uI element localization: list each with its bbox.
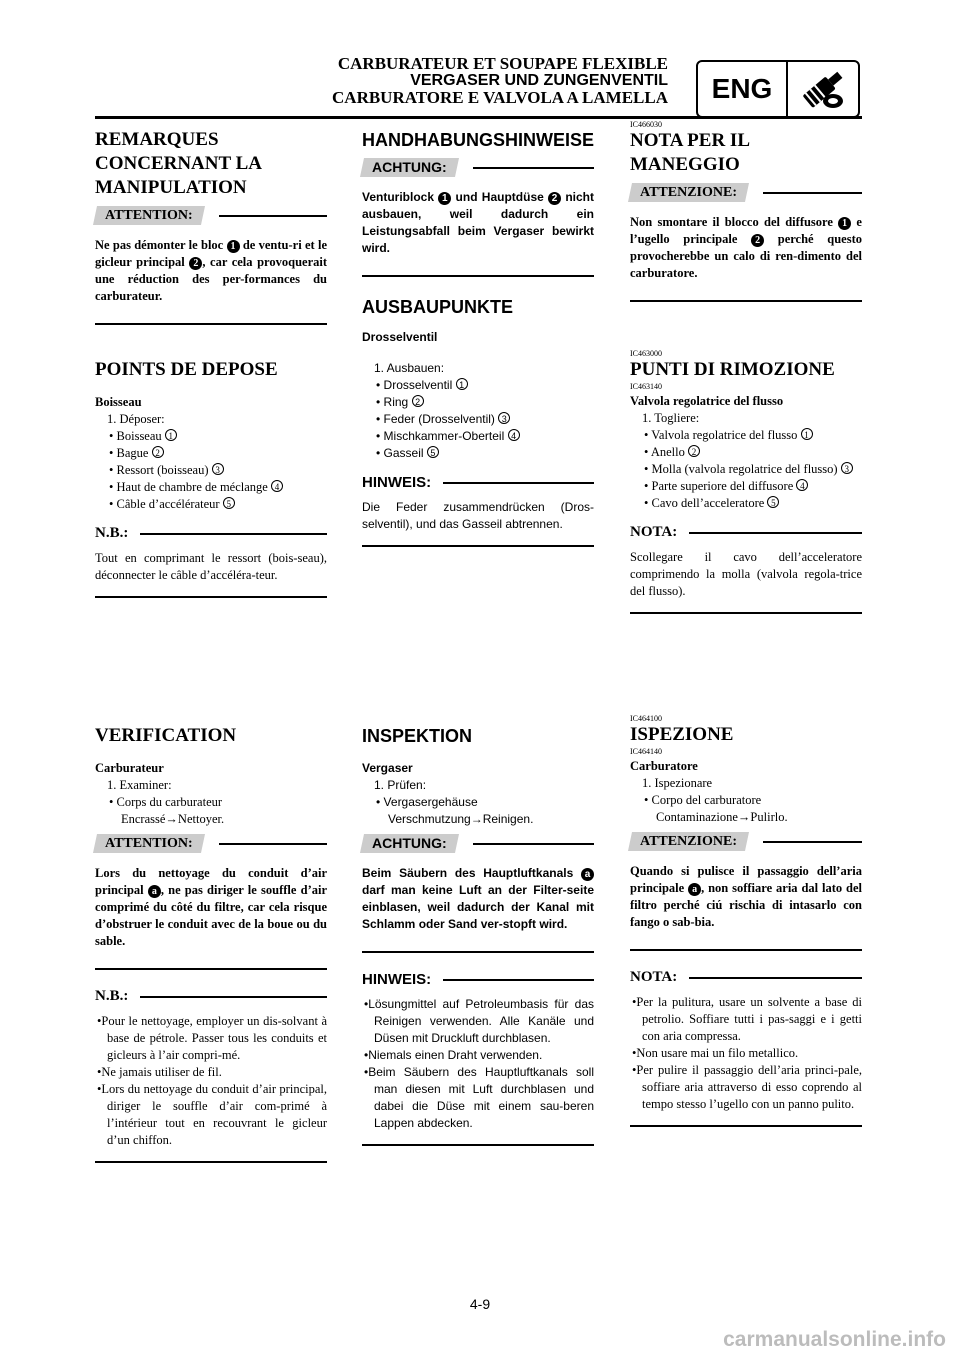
- column-de-check: [362, 724, 594, 1154]
- engine-piston-icon: [788, 62, 858, 116]
- attenzione-box: [630, 183, 862, 202]
- list-item: •Pour le nettoyage, employer un dis-solvant à base de pétrole. Passer tous les conduits et gicleurs à l’air compri-mé.: [97, 1014, 327, 1062]
- list-item: •Per pulire il passaggio dell’aria princi-pale, soffiare aria attraverso di esso coprendo al tempo stesso l’ugello con un panno pulito.: [632, 1063, 862, 1111]
- attenzione-text: Non smontare il blocco del diffusore 1 e l’ugello principale 2 perché questo provocherebbe un calo di ren-dimento del carburatore.: [630, 215, 862, 280]
- list-item: •Per la pulitura, usare un solvente a base di petrolio. Soffiare tutti i pas-saggi e i getti con aria compressa.: [632, 995, 862, 1043]
- attenzione-label: ATTENZIONE:: [640, 834, 737, 849]
- list-item: • Ring 2: [362, 394, 594, 411]
- step: 1. Ausbauen:: [374, 361, 445, 375]
- list-item: • Mischkammer-Oberteil 4: [362, 428, 594, 445]
- section-code: IC463000: [630, 349, 662, 358]
- header-title-it: CARBURATORE E VALVOLA A LAMELLA: [332, 88, 668, 107]
- attenzione-text: Quando si pulisce il passaggio dell’aria principale a , non soffiare aria dal lato del filtro perché ciú rischia di intasarlo con fango o sab-bia.: [630, 864, 862, 929]
- nb-box: N.B.:: [95, 988, 327, 1005]
- attention-label: ATTENTION:: [105, 836, 193, 851]
- list-item: • Anello 2: [630, 444, 862, 461]
- step: 1. Examiner:: [107, 778, 172, 792]
- section-badge: [696, 60, 860, 118]
- header-title-fr: CARBURATEUR ET SOUPAPE FLEXIBLE: [337, 54, 668, 73]
- column-it: [630, 120, 862, 310]
- nota-box: NOTA:: [630, 524, 862, 541]
- step: 1. Togliere:: [642, 411, 700, 425]
- achtung-box: [362, 834, 594, 853]
- list-item: •Lors du nettoyage du conduit d’air principal, diriger le souffle d’air com-primé à l’intérieur tout en recouvrant le gicleur d’un chiffon.: [97, 1082, 327, 1147]
- section-code: IC466030: [630, 120, 662, 129]
- attention-label: ATTENTION:: [105, 208, 193, 223]
- list-item: • Vergasergehäuse: [376, 795, 478, 809]
- list-item-detail: Encrassé→Nettoyer.: [121, 812, 225, 826]
- attention-text: Ne pas démonter le bloc 1 de ventu-ri et le gicleur principal 2 , car cela provoquerait une réduction des per-formances du carburateur.: [95, 238, 327, 303]
- achtung-label: ACHTUNG:: [372, 835, 447, 851]
- section-title: NOTA PER IL MANEGGIO: [630, 130, 749, 175]
- list-item: • Corpo del carburatore: [644, 793, 762, 807]
- list-item: • Boisseau 1: [95, 428, 327, 445]
- list-item: • Drosselventil 1: [362, 377, 594, 394]
- page-header: [332, 55, 668, 106]
- list-item: • Bague 2: [95, 445, 327, 462]
- nota-text: Scollegare il cavo dell’acceleratore comprimendo la molla (valvola regola-trice del flusso).: [630, 550, 862, 598]
- hinweis-box: HINWEIS:: [362, 971, 594, 988]
- subsection-title: Valvola regolatrice del flusso: [630, 394, 784, 408]
- list-item: • Parte superiore del diffusore 4: [630, 478, 862, 495]
- page-number: 4-9: [469, 1296, 491, 1312]
- list-item: • Valvola regolatrice del flusso 1: [630, 427, 862, 444]
- list-item: •Beim Säubern des Hauptluftkanals soll man diesen mit Luft durchblasen und dabei die Düse mit einem sau-beren Lappen abdecken.: [364, 1065, 594, 1130]
- list-item: • Feder (Drosselventil) 3: [362, 411, 594, 428]
- section-title: PUNTI DI RIMOZIONE: [630, 359, 835, 380]
- list-item: • Molla (valvola regolatrice del flusso) 3: [630, 461, 862, 478]
- watermark: carmanualsonline.info: [723, 1328, 946, 1351]
- section-code: IC464100: [630, 714, 662, 723]
- achtung-text: Beim Säubern des Hauptluftkanals a darf man keine Luft an der Filter-seite einblasen, weil dadurch der Kanal mit Schlamm oder Sand ver-stopft wird.: [362, 866, 594, 931]
- list-item: • Corps du carburateur: [109, 795, 223, 809]
- column-it-removal: [630, 349, 862, 622]
- column-fr-removal: [95, 358, 327, 606]
- section-title: INSPEKTION: [362, 726, 473, 746]
- hinweis-box: HINWEIS:: [362, 474, 594, 491]
- section-title: VERIFICATION: [95, 725, 237, 746]
- section-title: HANDHABUNGSHINWEISE: [362, 130, 595, 150]
- list-item: •Ne jamais utiliser de fil.: [97, 1065, 222, 1079]
- list-item-detail: Verschmutzung→Reinigen.: [388, 812, 534, 826]
- list-item: • Haut de chambre de méclange 4: [95, 479, 327, 496]
- achtung-label: ACHTUNG:: [372, 159, 447, 175]
- achtung-text: Venturiblock 1 und Hauptdüse 2 nicht ausbauen, weil dadurch ein Leistungsabfall beim Vergaser bewirkt wird.: [362, 190, 594, 255]
- attenzione-box: [630, 832, 862, 851]
- list-item: •Non usare mai un filo metallico.: [632, 1046, 799, 1060]
- section-code: IC463140: [630, 382, 662, 391]
- attention-text: Lors du nettoyage du conduit d’air principal a , ne pas diriger le souffle d’air comprimé du côté du filtre, car cela risque d’obstruer le conduit avec de la boue ou du sable.: [95, 866, 328, 948]
- subsection-title: Drosselventil: [362, 330, 438, 344]
- list-item: • Cavo dell’acceleratore 5: [630, 495, 862, 512]
- list-item-detail: Contaminazione→Pulirlo.: [656, 810, 788, 824]
- nb-text: Tout en comprimant le ressort (bois-seau), déconnecter le câble d’accéléra-teur.: [95, 551, 327, 582]
- nb-box: N.B.:: [95, 525, 327, 542]
- section-code: IC464140: [630, 747, 662, 756]
- badge-label: ENG: [698, 62, 788, 116]
- hinweis-text: Die Feder zusammendrücken (Dros-selventil), und das Gasseil abtrennen.: [362, 500, 594, 531]
- section-title: POINTS DE DEPOSE: [95, 359, 278, 380]
- step: 1. Ispezionare: [642, 776, 713, 790]
- attention-box: [95, 206, 327, 225]
- column-fr-check: [95, 724, 327, 1171]
- nota-box: NOTA:: [630, 969, 862, 986]
- step: 1. Déposer:: [107, 412, 165, 426]
- attenzione-label: ATTENZIONE:: [640, 185, 737, 200]
- section-title: AUSBAUPUNKTE: [362, 297, 514, 317]
- subsection-title: Boisseau: [95, 395, 142, 409]
- header-title-de: VERGASER UND ZUNGENVENTIL: [410, 72, 668, 89]
- list-item: • Gasseil 5: [362, 445, 594, 462]
- column-de: [362, 128, 594, 555]
- list-item: • Câble d’accélérateur 5: [95, 496, 327, 513]
- column-fr: [95, 128, 327, 333]
- attention-box: [95, 834, 327, 853]
- list-item: •Lösungmittel auf Petroleumbasis für das Reinigen verwenden. Alle Kanäle und Düsen mit Druckluft durchblasen.: [364, 997, 594, 1045]
- section-title: REMARQUES CONCERNANT LA MANIPULATION: [95, 129, 261, 198]
- step: 1. Prüfen:: [374, 778, 427, 792]
- list-item: • Ressort (boisseau) 3: [95, 462, 327, 479]
- subsection-title: Vergaser: [362, 761, 413, 775]
- column-it-check: [630, 714, 862, 1135]
- achtung-box: [362, 158, 594, 177]
- subsection-title: Carburateur: [95, 761, 164, 775]
- subsection-title: Carburatore: [630, 759, 698, 773]
- list-item: •Niemals einen Draht verwenden.: [364, 1048, 543, 1062]
- section-title: ISPEZIONE: [630, 724, 734, 745]
- header-rule: [95, 116, 862, 119]
